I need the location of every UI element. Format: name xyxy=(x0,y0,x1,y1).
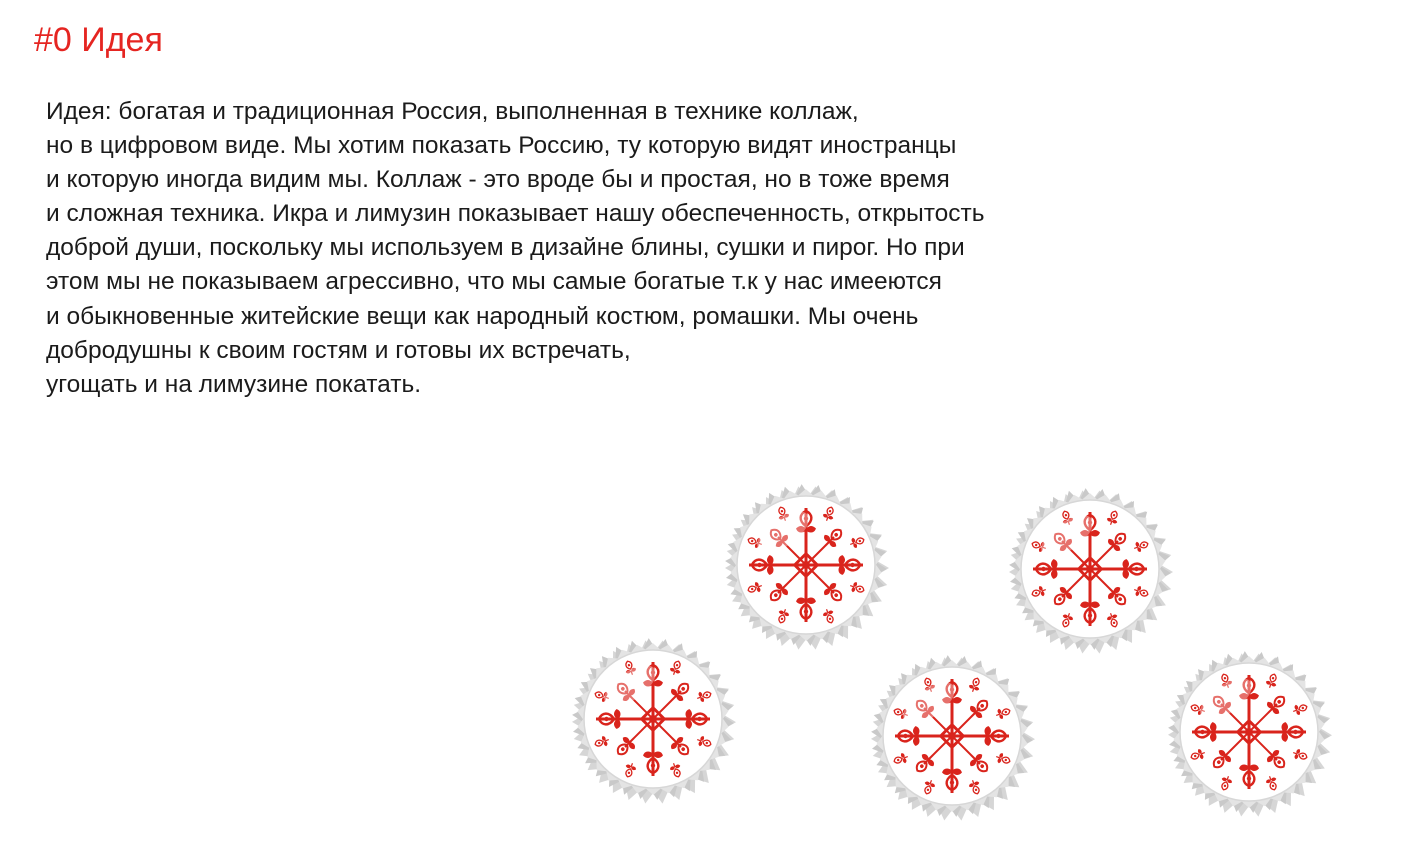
description-line: добродушны к своим гостям и готовы их встречать, xyxy=(46,336,631,364)
description-line: Идея: богатая и традиционная Россия, выполненная в технике коллаж, xyxy=(46,98,859,125)
bottle-cap-icon xyxy=(867,651,1037,821)
bottle-cap-icon xyxy=(568,634,738,804)
description-line: и обыкновенные житейские вещи как народный костюм, ромашки. Мы очень xyxy=(46,302,919,330)
description-line: угощать и на лимузине покатать. xyxy=(46,370,422,398)
description-line: и которую иногда видим мы. Коллаж - это вроде бы и простая, но в тоже время xyxy=(46,166,950,194)
slide-title: #0 Идея xyxy=(34,21,163,59)
description-line: этом мы не показываем агрессивно, что мы самые богатые т.к у нас имееются xyxy=(46,268,942,296)
bottle-cap-icon xyxy=(1164,647,1334,817)
description-line: но в цифровом виде. Мы хотим показать Россию, ту которую видят иностранцы xyxy=(46,132,957,160)
description-line: и сложная техника. Икра и лимузин показывает нашу обеспеченность, открытость xyxy=(46,200,985,228)
description-line: доброй души, поскольку мы используем в дизайне блины, сушки и пирог. Но при xyxy=(46,234,965,262)
bottle-cap-icon xyxy=(1005,484,1175,654)
bottle-cap-icon xyxy=(721,480,891,650)
idea-description xyxy=(46,95,1346,402)
